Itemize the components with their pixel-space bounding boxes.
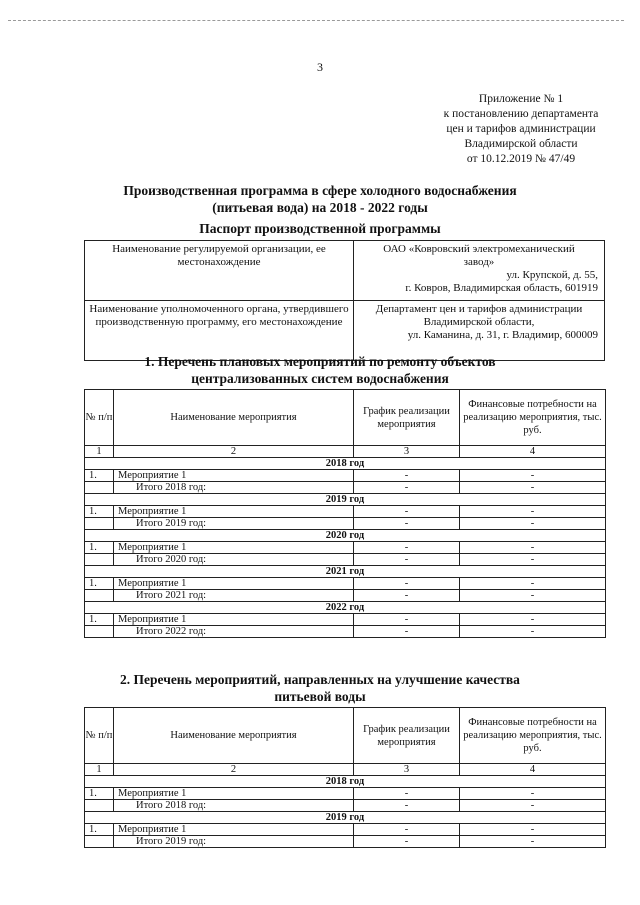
finance-value: - [460, 578, 606, 590]
appendix-block [420, 92, 622, 167]
total-row [85, 590, 606, 602]
authority-name-line: Департамент цен и тарифов администрации [375, 303, 583, 315]
row-number: 1. [85, 824, 114, 836]
col-index: 2 [114, 764, 354, 776]
passport-value [354, 241, 605, 301]
section1-title [0, 353, 640, 387]
total-row [85, 800, 606, 812]
schedule-value: - [354, 614, 460, 626]
col-header-schedule: График реализации мероприятия [354, 708, 460, 764]
year-label: 2022 год [85, 602, 606, 614]
finance-value: - [460, 506, 606, 518]
total-row [85, 482, 606, 494]
section-title-line: централизованных систем водоснабжения [191, 371, 449, 386]
finance-value: - [460, 542, 606, 554]
schedule-total: - [354, 590, 460, 602]
total-label: Итого 2019 год: [114, 836, 354, 848]
authority-address-line: ул. Каманина, д. 31, г. Владимир, 600009 [407, 329, 598, 341]
col-header-name: Наименование мероприятия [114, 708, 354, 764]
title-line: (питьевая вода) на 2018 - 2022 годы [212, 200, 428, 215]
column-index-row [85, 446, 606, 458]
year-label: 2021 год [85, 566, 606, 578]
page-number: 3 [317, 60, 323, 74]
schedule-total: - [354, 626, 460, 638]
col-header-finance: Финансовые потребности на реализацию мероприятия, тыс. руб. [460, 390, 606, 446]
empty-cell [85, 626, 114, 638]
finance-total: - [460, 554, 606, 566]
total-label: Итого 2021 год: [114, 590, 354, 602]
event-name: Мероприятие 1 [114, 788, 354, 800]
passport-table [84, 240, 605, 361]
table-row [85, 470, 606, 482]
col-header-finance: Финансовые потребности на реализацию мероприятия, тыс. руб. [460, 708, 606, 764]
table-row [85, 578, 606, 590]
section-title-line: 2. Перечень мероприятий, направленных на улучшение качества [120, 672, 520, 687]
title-line: Производственная программа в сфере холодного водоснабжения [123, 183, 517, 198]
finance-value: - [460, 470, 606, 482]
total-label: Итого 2019 год: [114, 518, 354, 530]
col-index: 4 [460, 764, 606, 776]
table-row [85, 614, 606, 626]
schedule-total: - [354, 800, 460, 812]
total-row [85, 518, 606, 530]
col-index: 3 [354, 764, 460, 776]
event-name: Мероприятие 1 [114, 542, 354, 554]
table-row [85, 788, 606, 800]
empty-cell [85, 800, 114, 812]
event-name: Мероприятие 1 [114, 614, 354, 626]
passport-label: Наименование уполномоченного органа, утвердившего производственную программу, его местонахождение [85, 301, 354, 361]
row-number: 1. [85, 542, 114, 554]
schedule-value: - [354, 824, 460, 836]
total-label: Итого 2018 год: [114, 800, 354, 812]
year-label: 2019 год [85, 494, 606, 506]
appendix-line: от 10.12.2019 № 47/49 [466, 153, 576, 165]
event-name: Мероприятие 1 [114, 824, 354, 836]
year-label: 2020 год [85, 530, 606, 542]
total-label: Итого 2022 год: [114, 626, 354, 638]
finance-value: - [460, 824, 606, 836]
appendix-line: Владимирской области [464, 138, 578, 150]
page-top-rule [8, 20, 624, 21]
section2-title [0, 671, 640, 705]
total-label: Итого 2018 год: [114, 482, 354, 494]
column-index-row [85, 764, 606, 776]
appendix-line: к постановлению департамента [443, 108, 599, 120]
total-row [85, 836, 606, 848]
year-row [85, 530, 606, 542]
col-header-schedule: График реализации мероприятия [354, 390, 460, 446]
schedule-total: - [354, 554, 460, 566]
year-label: 2019 год [85, 812, 606, 824]
passport-label: Наименование регулируемой организации, ее местонахождение [85, 241, 354, 301]
year-row [85, 812, 606, 824]
schedule-total: - [354, 482, 460, 494]
section1-table [84, 389, 606, 638]
passport-row [85, 241, 605, 301]
total-row [85, 554, 606, 566]
empty-cell [85, 836, 114, 848]
finance-total: - [460, 626, 606, 638]
schedule-value: - [354, 506, 460, 518]
section-title-line: питьевой воды [274, 689, 366, 704]
year-label: 2018 год [85, 458, 606, 470]
col-index: 2 [114, 446, 354, 458]
table-header-row [85, 390, 606, 446]
finance-total: - [460, 800, 606, 812]
org-address-line: г. Ковров, Владимирская область, 601919 [405, 282, 598, 294]
year-row [85, 566, 606, 578]
year-row [85, 458, 606, 470]
passport-value [354, 301, 605, 361]
schedule-total: - [354, 836, 460, 848]
table-row [85, 542, 606, 554]
empty-cell [85, 518, 114, 530]
table-header-row [85, 708, 606, 764]
schedule-total: - [354, 518, 460, 530]
schedule-value: - [354, 578, 460, 590]
passport-row [85, 301, 605, 361]
passport-heading: Паспорт производственной программы [199, 221, 441, 236]
event-name: Мероприятие 1 [114, 470, 354, 482]
col-index: 1 [85, 764, 114, 776]
year-row [85, 602, 606, 614]
event-name: Мероприятие 1 [114, 506, 354, 518]
row-number: 1. [85, 578, 114, 590]
schedule-value: - [354, 542, 460, 554]
empty-cell [85, 554, 114, 566]
col-index: 3 [354, 446, 460, 458]
section2-table [84, 707, 606, 848]
org-name-line: завод» [463, 256, 495, 268]
schedule-value: - [354, 788, 460, 800]
table-row [85, 506, 606, 518]
col-header-num: № п/п [85, 390, 114, 446]
event-name: Мероприятие 1 [114, 578, 354, 590]
document-title [0, 182, 640, 216]
col-index: 1 [85, 446, 114, 458]
col-header-name: Наименование мероприятия [114, 390, 354, 446]
col-header-num: № п/п [85, 708, 114, 764]
col-index: 4 [460, 446, 606, 458]
row-number: 1. [85, 614, 114, 626]
finance-total: - [460, 836, 606, 848]
row-number: 1. [85, 470, 114, 482]
finance-total: - [460, 518, 606, 530]
schedule-value: - [354, 470, 460, 482]
row-number: 1. [85, 506, 114, 518]
table-row [85, 824, 606, 836]
appendix-line: Приложение № 1 [478, 93, 564, 105]
section-title-line: 1. Перечень плановых мероприятий по ремонту объектов [144, 354, 496, 369]
finance-total: - [460, 482, 606, 494]
empty-cell [85, 482, 114, 494]
total-label: Итого 2020 год: [114, 554, 354, 566]
finance-value: - [460, 788, 606, 800]
appendix-line: цен и тарифов администрации [446, 123, 596, 135]
year-row [85, 776, 606, 788]
row-number: 1. [85, 788, 114, 800]
year-label: 2018 год [85, 776, 606, 788]
empty-cell [85, 590, 114, 602]
authority-name-line: Владимирской области, [423, 316, 535, 328]
total-row [85, 626, 606, 638]
org-name-line: ОАО «Ковровский электромеханический [383, 243, 575, 255]
org-address-line: ул. Крупской, д. 55, [506, 269, 598, 281]
finance-value: - [460, 614, 606, 626]
finance-total: - [460, 590, 606, 602]
year-row [85, 494, 606, 506]
